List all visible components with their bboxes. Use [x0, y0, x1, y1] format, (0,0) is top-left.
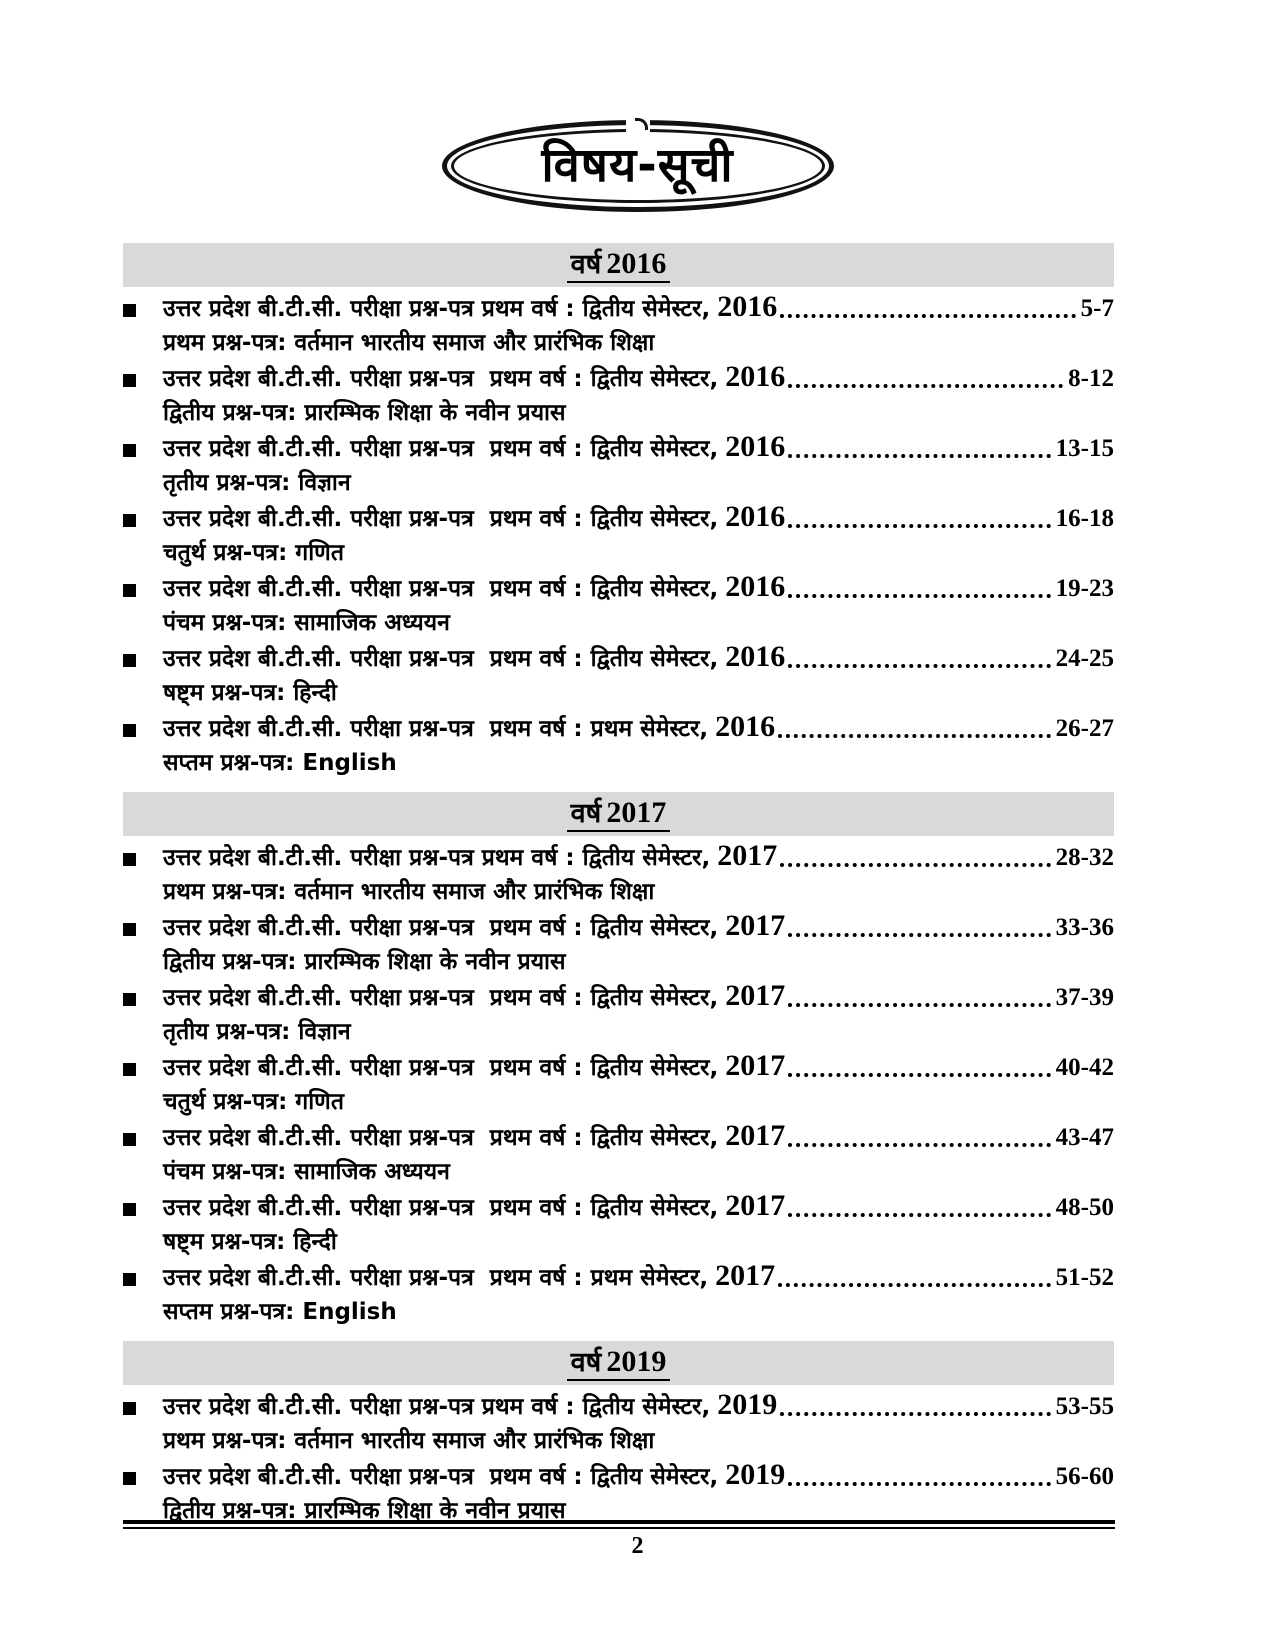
section-header	[567, 1345, 671, 1381]
toc-entry	[123, 1119, 1114, 1189]
bullet-square-icon	[123, 374, 136, 387]
bullet-square-icon	[123, 654, 136, 667]
section-header-bar	[123, 1341, 1114, 1385]
dot-leader	[788, 384, 1063, 388]
entry-year: 2016	[725, 500, 786, 533]
toc-entry	[123, 290, 1114, 360]
section-year-label: वर्ष	[570, 249, 602, 280]
bullet-square-icon	[123, 1133, 136, 1146]
toc-entry	[123, 570, 1114, 640]
entry-title: उत्तर प्रदेश बी.टी.सी. परीक्षा प्रश्न-पत्र प्रथम वर्ष : द्वितीय सेमेस्टर,	[163, 915, 719, 941]
entry-title-line	[123, 360, 1114, 398]
bullet-square-icon	[123, 993, 136, 1006]
toc-entry	[123, 1049, 1114, 1119]
entry-subtitle: प्रथम प्रश्न-पत्र: वर्तमान भारतीय समाज और प्रारंभिक शिक्षा	[163, 1428, 655, 1454]
entry-page-range: 13-15	[1055, 435, 1114, 462]
entry-year: 2017	[725, 1049, 786, 1082]
entry-year: 2017	[725, 979, 786, 1012]
entry-title: उत्तर प्रदेश बी.टी.सी. परीक्षा प्रश्न-पत्र प्रथम वर्ष : प्रथम सेमेस्टर,	[163, 716, 709, 742]
toc-section	[123, 1341, 1114, 1528]
entry-page-range: 8-12	[1068, 365, 1114, 392]
bullet-square-icon	[123, 853, 136, 866]
entry-year: 2016	[725, 640, 786, 673]
dot-leader	[778, 1283, 1051, 1287]
section-entries	[123, 287, 1114, 780]
entry-title: उत्तर प्रदेश बी.टी.सी. परीक्षा प्रश्न-पत्र प्रथम वर्ष : द्वितीय सेमेस्टर,	[163, 985, 719, 1011]
entry-subtitle: पंचम प्रश्न-पत्र: सामाजिक अध्ययन	[163, 1159, 450, 1185]
toc-entry	[123, 640, 1114, 710]
entry-page-range: 5-7	[1080, 295, 1114, 322]
entry-title-line	[123, 710, 1114, 748]
toc-entry	[123, 1259, 1114, 1329]
bullet-square-icon	[123, 923, 136, 936]
entry-title-line	[123, 1189, 1114, 1227]
toc-content	[123, 243, 1114, 1528]
toc-entry	[123, 360, 1114, 430]
entry-page-range: 53-55	[1055, 1393, 1114, 1420]
dot-leader	[788, 1003, 1050, 1007]
bullet-square-icon	[123, 1472, 136, 1485]
entry-page-range: 24-25	[1055, 645, 1114, 672]
dot-leader	[788, 524, 1050, 528]
page-title: विषय-सूची	[541, 138, 734, 193]
entry-page-range: 56-60	[1055, 1463, 1114, 1490]
section-entries	[123, 836, 1114, 1329]
dot-leader	[788, 1213, 1050, 1217]
dot-leader	[788, 454, 1050, 458]
entry-title-line	[123, 430, 1114, 468]
dot-leader	[788, 594, 1050, 598]
bullet-square-icon	[123, 304, 136, 317]
entry-year: 2017	[725, 909, 786, 942]
entry-title-line	[123, 1119, 1114, 1157]
section-header-bar	[123, 792, 1114, 836]
toc-entry	[123, 710, 1114, 780]
dot-leader	[780, 314, 1075, 318]
page-title-oval	[442, 120, 834, 212]
entry-title: उत्तर प्रदेश बी.टी.सी. परीक्षा प्रश्न-पत्र प्रथम वर्ष : द्वितीय सेमेस्टर,	[163, 1125, 719, 1151]
entry-title: उत्तर प्रदेश बी.टी.सी. परीक्षा प्रश्न-पत्र प्रथम वर्ष : द्वितीय सेमेस्टर,	[163, 1394, 711, 1420]
entry-page-range: 51-52	[1055, 1264, 1114, 1291]
entry-page-range: 48-50	[1055, 1194, 1114, 1221]
entry-subtitle: प्रथम प्रश्न-पत्र: वर्तमान भारतीय समाज और प्रारंभिक शिक्षा	[163, 330, 655, 356]
entry-title-line	[123, 500, 1114, 538]
entry-page-range: 16-18	[1055, 505, 1114, 532]
entry-title-line	[123, 640, 1114, 678]
entry-subtitle: प्रथम प्रश्न-पत्र: वर्तमान भारतीय समाज और प्रारंभिक शिक्षा	[163, 879, 655, 905]
entry-subtitle: चतुर्थ प्रश्न-पत्र: गणित	[163, 1089, 344, 1115]
footer-rule	[123, 1520, 1115, 1529]
section-year-label: वर्ष	[570, 798, 602, 829]
toc-entry	[123, 909, 1114, 979]
bullet-square-icon	[123, 1402, 136, 1415]
toc-section	[123, 792, 1114, 1329]
entry-subtitle: चतुर्थ प्रश्न-पत्र: गणित	[163, 540, 344, 566]
entry-title: उत्तर प्रदेश बी.टी.सी. परीक्षा प्रश्न-पत्र प्रथम वर्ष : द्वितीय सेमेस्टर,	[163, 1464, 719, 1490]
entry-page-range: 26-27	[1055, 715, 1114, 742]
entry-page-range: 19-23	[1055, 575, 1114, 602]
entry-page-range: 43-47	[1055, 1124, 1114, 1151]
bullet-square-icon	[123, 1063, 136, 1076]
toc-entry	[123, 1458, 1114, 1528]
entry-title: उत्तर प्रदेश बी.टी.सी. परीक्षा प्रश्न-पत्र प्रथम वर्ष : द्वितीय सेमेस्टर,	[163, 646, 719, 672]
entry-title-line	[123, 570, 1114, 608]
entry-year: 2016	[725, 430, 786, 463]
dot-leader	[788, 664, 1050, 668]
dot-leader	[778, 734, 1051, 738]
dot-leader	[780, 1412, 1050, 1416]
entry-title-line	[123, 1049, 1114, 1087]
section-year-label: वर्ष	[570, 1347, 602, 1378]
bullet-square-icon	[123, 514, 136, 527]
entry-title: उत्तर प्रदेश बी.टी.सी. परीक्षा प्रश्न-पत्र प्रथम वर्ष : द्वितीय सेमेस्टर,	[163, 845, 711, 871]
entry-page-range: 28-32	[1055, 844, 1114, 871]
section-header	[567, 796, 671, 832]
bullet-square-icon	[123, 1273, 136, 1286]
entry-title: उत्तर प्रदेश बी.टी.सी. परीक्षा प्रश्न-पत्र प्रथम वर्ष : द्वितीय सेमेस्टर,	[163, 506, 719, 532]
entry-year: 2017	[717, 839, 778, 872]
entry-title: उत्तर प्रदेश बी.टी.सी. परीक्षा प्रश्न-पत्र प्रथम वर्ष : द्वितीय सेमेस्टर,	[163, 1055, 719, 1081]
entry-subtitle: षष्ट्म प्रश्न-पत्र: हिन्दी	[163, 1229, 337, 1255]
bullet-square-icon	[123, 584, 136, 597]
toc-entry	[123, 839, 1114, 909]
entry-year: 2017	[725, 1119, 786, 1152]
section-header-bar	[123, 243, 1114, 287]
entry-year: 2016	[717, 290, 778, 323]
entry-page-range: 33-36	[1055, 914, 1114, 941]
entry-subtitle: पंचम प्रश्न-पत्र: सामाजिक अध्ययन	[163, 610, 450, 636]
toc-entry	[123, 1388, 1114, 1458]
entry-title: उत्तर प्रदेश बी.टी.सी. परीक्षा प्रश्न-पत्र प्रथम वर्ष : द्वितीय सेमेस्टर,	[163, 296, 711, 322]
section-entries	[123, 1385, 1114, 1528]
toc-entry	[123, 1189, 1114, 1259]
footer-page-number: 2	[631, 1533, 644, 1559]
section-year-value: 2019	[606, 1345, 667, 1378]
dot-leader	[788, 933, 1050, 937]
entry-subtitle: सप्तम प्रश्न-पत्र: English	[163, 1299, 397, 1325]
entry-subtitle: द्वितीय प्रश्न-पत्र: प्रारम्भिक शिक्षा के नवीन प्रयास	[163, 1498, 566, 1524]
entry-year: 2016	[725, 570, 786, 603]
oval-notch-decoration	[626, 116, 650, 136]
entry-year: 2019	[725, 1458, 786, 1491]
dot-leader	[788, 1143, 1050, 1147]
toc-entry	[123, 500, 1114, 570]
entry-title-line	[123, 290, 1114, 328]
entry-page-range: 37-39	[1055, 984, 1114, 1011]
toc-entry	[123, 979, 1114, 1049]
bullet-square-icon	[123, 1203, 136, 1216]
entry-subtitle: तृतीय प्रश्न-पत्र: विज्ञान	[163, 470, 351, 496]
entry-title: उत्तर प्रदेश बी.टी.सी. परीक्षा प्रश्न-पत्र प्रथम वर्ष : द्वितीय सेमेस्टर,	[163, 576, 719, 602]
toc-entry	[123, 430, 1114, 500]
entry-title-line	[123, 1458, 1114, 1496]
entry-year: 2019	[717, 1388, 778, 1421]
entry-page-range: 40-42	[1055, 1054, 1114, 1081]
entry-year: 2016	[725, 360, 786, 393]
entry-year: 2017	[725, 1189, 786, 1222]
dot-leader	[780, 863, 1050, 867]
entry-subtitle: षष्ट्म प्रश्न-पत्र: हिन्दी	[163, 680, 337, 706]
entry-title-line	[123, 979, 1114, 1017]
section-year-value: 2016	[606, 247, 667, 280]
entry-subtitle: तृतीय प्रश्न-पत्र: विज्ञान	[163, 1019, 351, 1045]
entry-year: 2016	[715, 710, 776, 743]
toc-section	[123, 243, 1114, 780]
bullet-square-icon	[123, 724, 136, 737]
entry-subtitle: सप्तम प्रश्न-पत्र: English	[163, 750, 397, 776]
dot-leader	[788, 1482, 1050, 1486]
section-header	[567, 247, 671, 283]
entry-title: उत्तर प्रदेश बी.टी.सी. परीक्षा प्रश्न-पत्र प्रथम वर्ष : द्वितीय सेमेस्टर,	[163, 1195, 719, 1221]
entry-title-line	[123, 909, 1114, 947]
entry-title: उत्तर प्रदेश बी.टी.सी. परीक्षा प्रश्न-पत्र प्रथम वर्ष : द्वितीय सेमेस्टर,	[163, 436, 719, 462]
entry-year: 2017	[715, 1259, 776, 1292]
entry-title-line	[123, 1388, 1114, 1426]
section-year-value: 2017	[606, 796, 667, 829]
entry-subtitle: द्वितीय प्रश्न-पत्र: प्रारम्भिक शिक्षा के नवीन प्रयास	[163, 949, 566, 975]
dot-leader	[788, 1073, 1050, 1077]
bullet-square-icon	[123, 444, 136, 457]
entry-title-line	[123, 1259, 1114, 1297]
entry-title-line	[123, 839, 1114, 877]
entry-title: उत्तर प्रदेश बी.टी.सी. परीक्षा प्रश्न-पत्र प्रथम वर्ष : द्वितीय सेमेस्टर,	[163, 366, 719, 392]
entry-title: उत्तर प्रदेश बी.टी.सी. परीक्षा प्रश्न-पत्र प्रथम वर्ष : प्रथम सेमेस्टर,	[163, 1265, 709, 1291]
entry-subtitle: द्वितीय प्रश्न-पत्र: प्रारम्भिक शिक्षा के नवीन प्रयास	[163, 400, 566, 426]
